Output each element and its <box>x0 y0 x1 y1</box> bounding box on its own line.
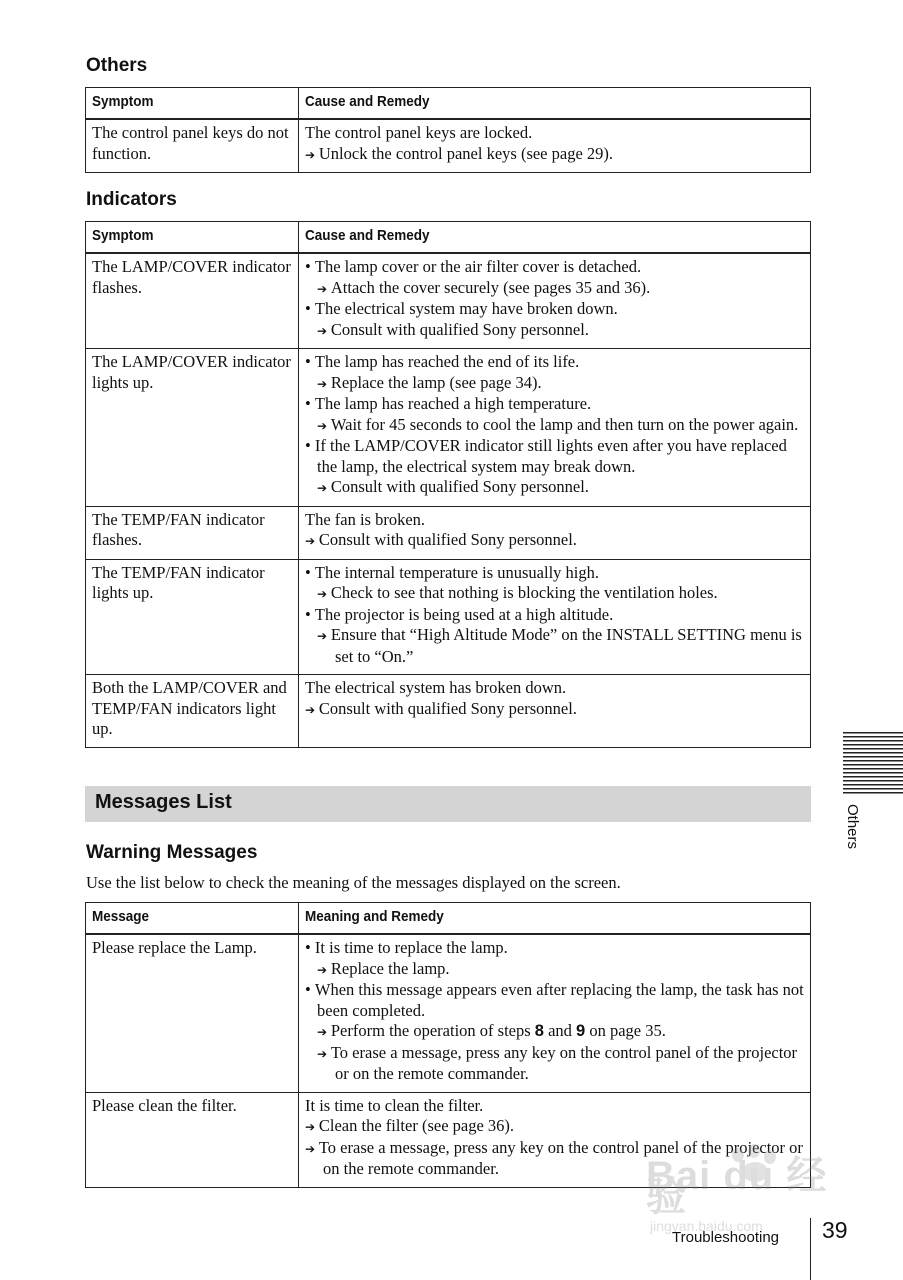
footer-section-label: Troubleshooting <box>672 1229 780 1246</box>
cause-text: The electrical system has broken down. <box>305 678 567 697</box>
remedy-step: ➔ Ensure that “High Altitude Mode” on the INSTALL SETTING menu is set to “On.” <box>305 625 804 667</box>
remedy-step: ➔ Check to see that nothing is blocking the ventilation holes. <box>305 583 804 605</box>
side-tab-stripes <box>843 732 903 794</box>
watermark-url: jingyan.baidu.com <box>650 1218 763 1234</box>
indicators-table <box>85 221 811 748</box>
step-text: Perform the operation of steps <box>330 1021 535 1040</box>
remedy-step: ➔ Replace the lamp. <box>305 959 804 981</box>
warning-messages-heading: Warning Messages <box>86 842 258 863</box>
side-tab-label: Others <box>844 804 861 850</box>
cause-text: It is time to clean the filter. <box>305 1095 484 1115</box>
table-row <box>86 119 811 173</box>
cause-text: The control panel keys are locked. <box>305 123 533 142</box>
column-header-meaning-remedy: Meaning and Remedy <box>299 903 811 935</box>
others-table <box>85 87 811 173</box>
remedy-step <box>305 1021 804 1043</box>
bullet-item: • The projector is being used at a high altitude. <box>305 605 804 626</box>
symptom-cell: The LAMP/COVER indicator lights up. <box>86 349 299 507</box>
table-row <box>86 349 811 507</box>
remedy-cell <box>299 119 811 173</box>
remedy-step: ➔ To erase a message, press any key on the control panel of the projector or on the remote commander. <box>305 1043 804 1085</box>
bullet-item: • The internal temperature is unusually high. <box>305 563 804 584</box>
footer-divider <box>810 1218 811 1280</box>
step-text: on page 35. <box>585 1021 666 1040</box>
symptom-cell: Please clean the filter. <box>86 1092 299 1187</box>
remedy-step: ➔ To erase a message, press any key on the control panel of the projector or on the remote commander. <box>305 1138 804 1180</box>
column-header-symptom: Symptom <box>86 222 299 254</box>
table-row <box>86 506 811 559</box>
remedy-step: ➔ Replace the lamp (see page 34). <box>305 373 804 395</box>
remedy-cell <box>299 349 811 507</box>
bullet-item: • When this message appears even after replacing the lamp, the task has not been completed. <box>305 980 804 1021</box>
remedy-step: ➔ Unlock the control panel keys (see page 29). <box>305 144 804 166</box>
remedy-step: ➔ Consult with qualified Sony personnel. <box>305 530 804 552</box>
symptom-cell: The TEMP/FAN indicator flashes. <box>86 506 299 559</box>
others-heading: Others <box>86 55 148 76</box>
cause-text: The fan is broken. <box>305 509 426 529</box>
symptom-cell: Please replace the Lamp. <box>86 934 299 1092</box>
symptom-cell: Both the LAMP/COVER and TEMP/FAN indicators light up. <box>86 675 299 748</box>
baidu-watermark <box>640 1148 850 1238</box>
table-row <box>86 675 811 748</box>
remedy-cell <box>299 934 811 1092</box>
table-row <box>86 253 811 349</box>
table-row <box>86 934 811 1092</box>
messages-table <box>85 902 811 1188</box>
bullet-item: • The electrical system may have broken down. <box>305 299 804 320</box>
table-row <box>86 559 811 675</box>
remedy-cell <box>299 675 811 748</box>
page-number: 39 <box>822 1217 848 1243</box>
remedy-step: ➔ Consult with qualified Sony personnel. <box>305 477 804 499</box>
column-header-symptom: Symptom <box>86 88 299 120</box>
bullet-item: • If the LAMP/COVER indicator still lights even after you have replaced the lamp, the electrical system may break down. <box>305 436 804 477</box>
bullet-item: • The lamp has reached the end of its life. <box>305 352 804 373</box>
remedy-cell <box>299 506 811 559</box>
symptom-cell: The TEMP/FAN indicator lights up. <box>86 559 299 675</box>
warning-messages-intro: Use the list below to check the meaning of the messages displayed on the screen. <box>86 873 621 892</box>
watermark-text: Bai du 经验 <box>646 1154 828 1219</box>
remedy-step: ➔ Clean the filter (see page 36). <box>305 1116 804 1138</box>
remedy-step: ➔ Consult with qualified Sony personnel. <box>305 699 804 721</box>
messages-list-banner <box>85 786 811 822</box>
remedy-step: ➔ Attach the cover securely (see pages 35 and 36). <box>305 278 804 300</box>
indicators-heading: Indicators <box>86 189 177 210</box>
bullet-item: • The lamp has reached a high temperature. <box>305 394 804 415</box>
column-header-cause-remedy: Cause and Remedy <box>299 88 811 120</box>
bullet-item: • It is time to replace the lamp. <box>305 938 804 959</box>
remedy-cell <box>299 559 811 675</box>
column-header-cause-remedy: Cause and Remedy <box>299 222 811 254</box>
step-number: 9 <box>576 1022 586 1040</box>
remedy-step: ➔ Wait for 45 seconds to cool the lamp and then turn on the power again. <box>305 415 804 437</box>
remedy-cell <box>299 253 811 349</box>
messages-list-title: Messages List <box>95 791 232 813</box>
symptom-cell: The control panel keys do not function. <box>86 119 299 173</box>
bullet-item: • The lamp cover or the air filter cover is detached. <box>305 257 804 278</box>
step-text: and <box>543 1021 577 1040</box>
remedy-step: ➔ Consult with qualified Sony personnel. <box>305 320 804 342</box>
symptom-cell: The LAMP/COVER indicator flashes. <box>86 253 299 349</box>
step-number: 8 <box>534 1022 544 1040</box>
column-header-message: Message <box>86 903 299 935</box>
